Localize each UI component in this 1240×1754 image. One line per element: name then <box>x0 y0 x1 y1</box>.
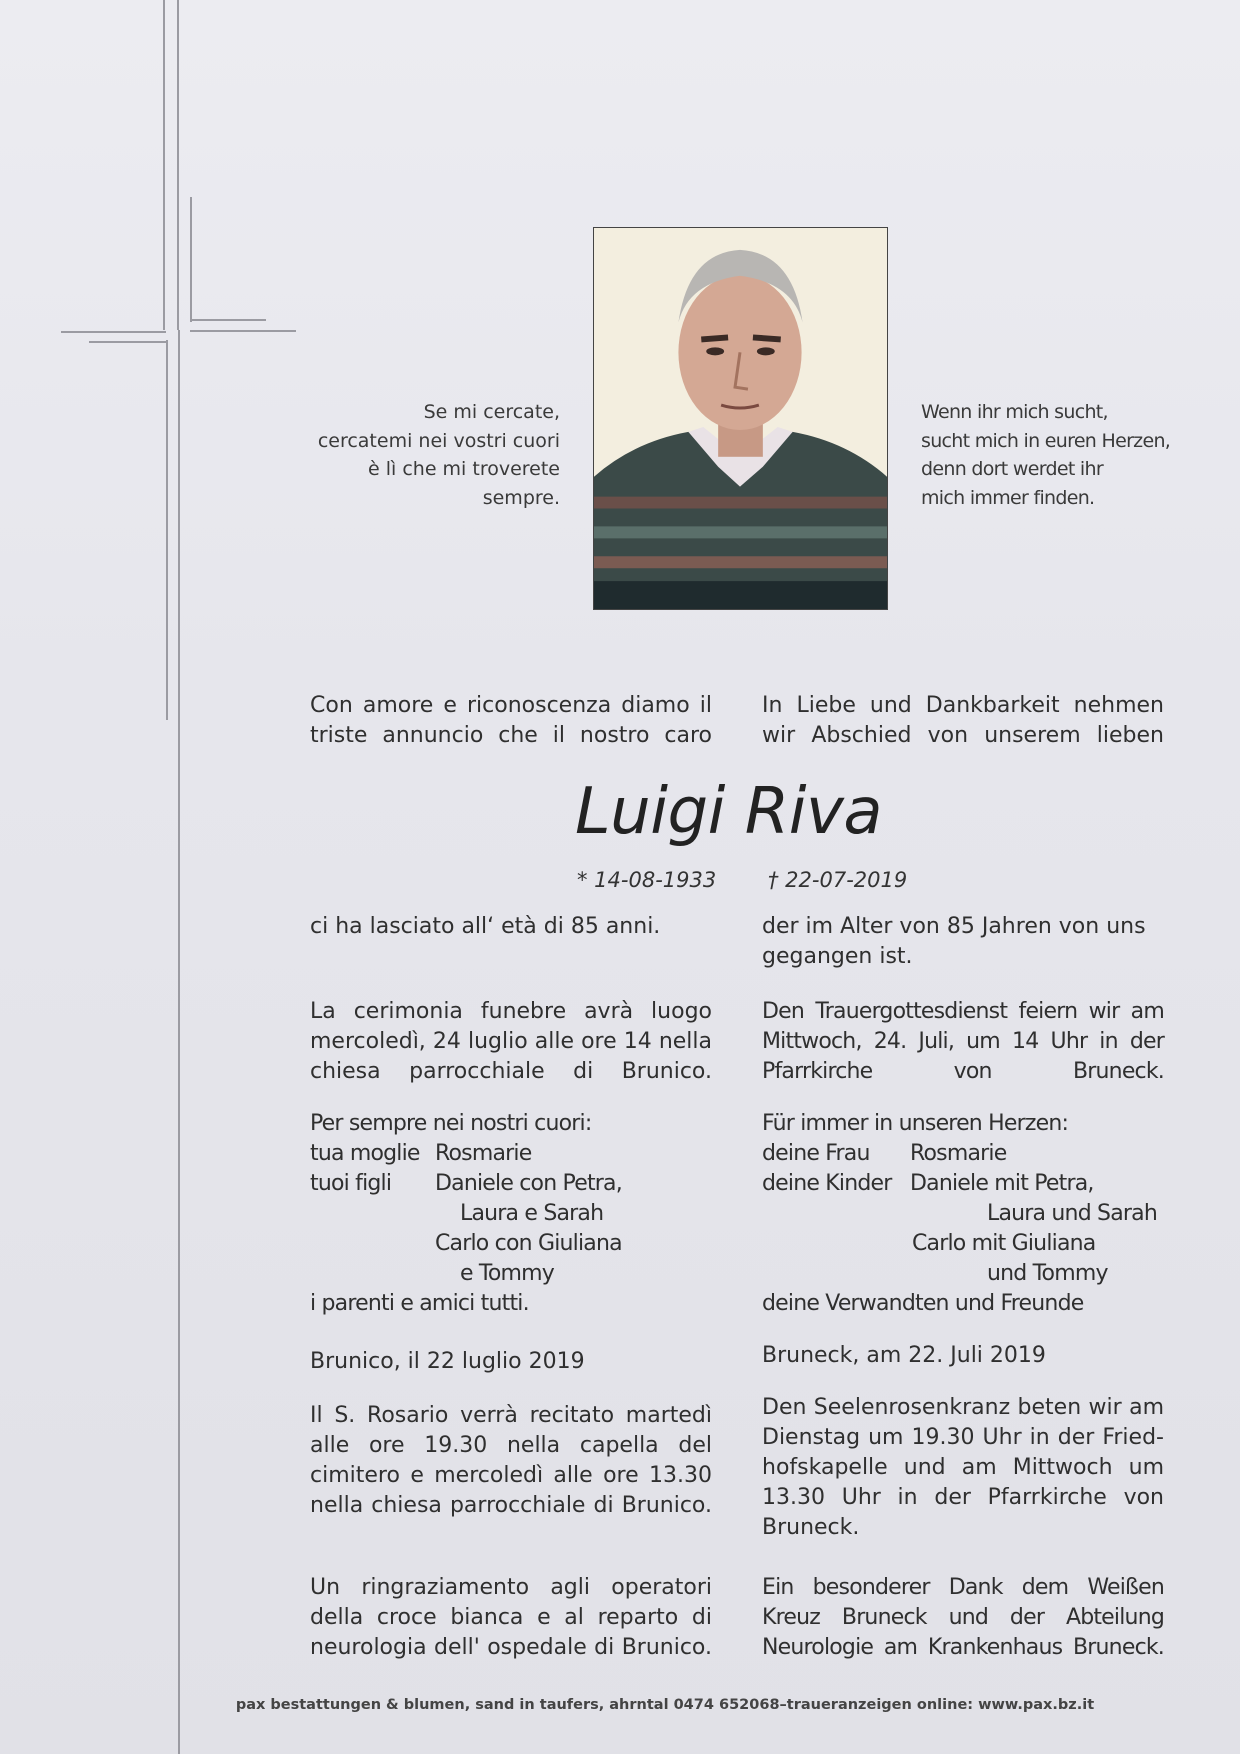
age-text: ci ha lasciato all‘ età di 85 anni. <box>310 914 661 939</box>
deceased-name: Luigi Riva <box>575 775 883 849</box>
child-line: Laura e Sarah <box>460 1201 604 1226</box>
wife-label: deine Frau <box>762 1141 870 1166</box>
quote-italian: Se mi cercate, cercatemi nei vostri cuori è lì che mi troverete sempre. <box>317 401 560 509</box>
family-heading: Für immer in unseren Herzen: <box>762 1111 1069 1136</box>
relatives-text: deine Verwandten und Freunde <box>762 1291 1084 1316</box>
rosary-text: Den Seelenrosenkranz beten wir am Dienstag um 19.30 Uhr in der Fried- hofskapelle und am Mittwoch um 13.30 Uhr in der Pfarrkirche von Bruneck. <box>762 1395 1164 1540</box>
child-line: Daniele con Petra, <box>435 1171 622 1196</box>
thanks-text: Un ringraziamento agli operatori della croce bianca e al reparto di neurologia dell' ospedale di Brunico. <box>310 1575 712 1660</box>
wife-name: Rosmarie <box>435 1141 532 1166</box>
child-line: Daniele mit Petra, <box>910 1171 1094 1196</box>
child-line: und Tommy <box>987 1261 1108 1286</box>
death-date: † 22-07-2019 <box>768 868 908 892</box>
thanks-text: Ein besonderer Dank dem Weißen Kreuz Bruneck und der Abteilung Neurologie am Krankenhaus Bruneck. <box>762 1575 1164 1660</box>
relatives-text: i parenti e amici tutti. <box>310 1291 529 1316</box>
intro-text: In Liebe und Dankbarkeit nehmen wir Abschied von unserem lieben <box>762 693 1164 748</box>
quote-german: Wenn ihr mich sucht, sucht mich in euren Herzen, denn dort werdet ihr mich immer finden. <box>921 401 1171 509</box>
wife-label: tua moglie <box>310 1141 420 1166</box>
family-block <box>310 1109 712 1319</box>
place-date: Brunico, il 22 luglio 2019 <box>310 1349 585 1374</box>
place-date: Bruneck, am 22. Juli 2019 <box>762 1343 1046 1368</box>
footer-credits: pax bestattungen & blumen, sand in taufers, ahrntal 0474 652068–traueranzeigen online: www.pax.bz.it <box>235 1697 1095 1713</box>
child-line: Carlo con Giuliana <box>435 1231 622 1256</box>
family-block <box>762 1109 1164 1319</box>
family-heading: Per sempre nei nostri cuori: <box>310 1111 592 1136</box>
funeral-text: La cerimonia funebre avrà luogo mercoledì, 24 luglio alle ore 14 nella chiesa parrocchiale di Brunico. <box>310 999 712 1084</box>
wife-name: Rosmarie <box>910 1141 1007 1166</box>
children-label: tuoi figli <box>310 1171 392 1196</box>
funeral-text: Den Trauergottesdienst feiern wir am Mittwoch, 24. Juli, um 14 Uhr in der Pfarrkirche von Bruneck. <box>762 999 1164 1084</box>
children-label: deine Kinder <box>762 1171 892 1196</box>
birth-date: * 14-08-1933 <box>577 868 717 892</box>
child-line: Carlo mit Giuliana <box>912 1231 1096 1256</box>
rosary-text: Il S. Rosario verrà recitato martedì alle ore 19.30 nella capella del cimitero e mercoledì alle ore 13.30 nella chiesa parrocchiale di Brunico. <box>310 1403 712 1518</box>
intro-text: Con amore e riconoscenza diamo il triste annuncio che il nostro caro <box>310 693 712 748</box>
child-line: e Tommy <box>460 1261 554 1286</box>
portrait-photo <box>593 227 888 610</box>
child-line: Laura und Sarah <box>987 1201 1157 1226</box>
age-text: der im Alter von 85 Jahren von uns gegangen ist. <box>762 914 1146 969</box>
